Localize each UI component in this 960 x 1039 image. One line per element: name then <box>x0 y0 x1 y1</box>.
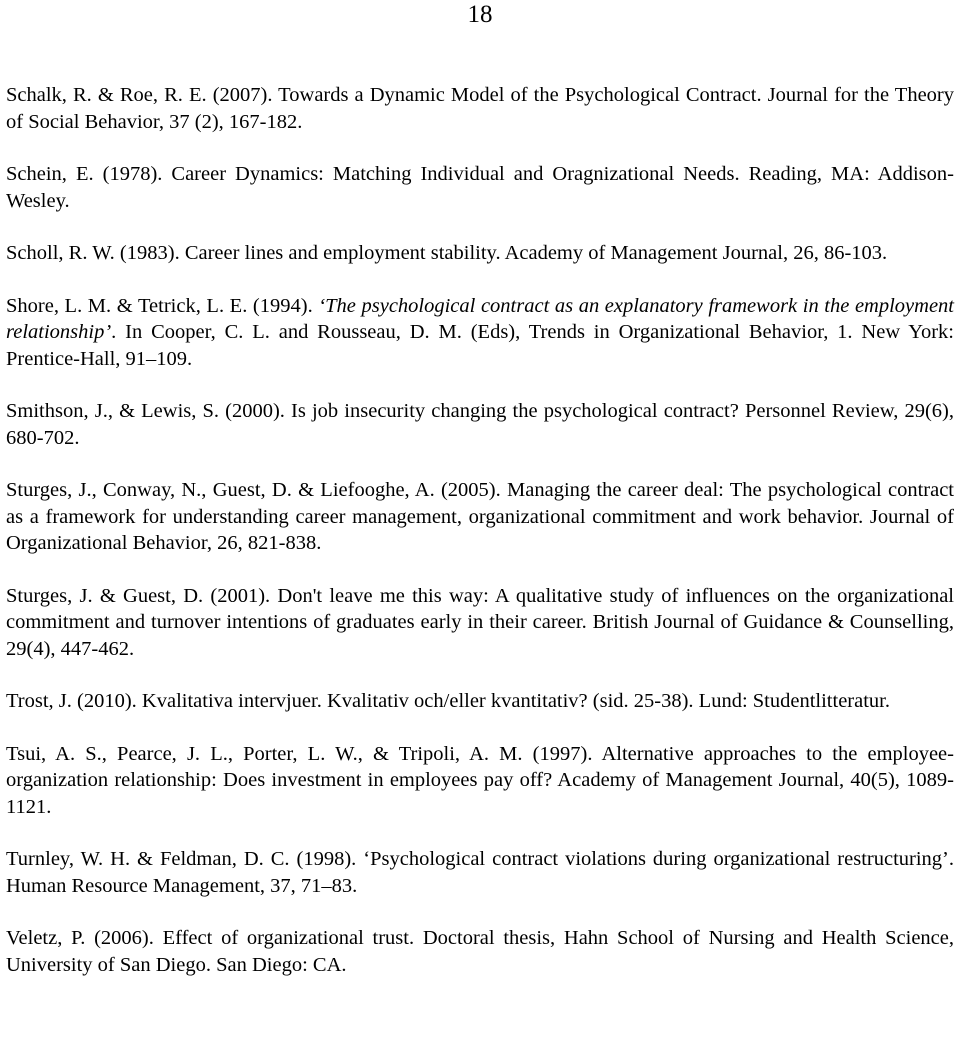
reference-text: Scholl, R. W. (1983). Career lines and employment stability. Academy of Management Journal, 26, 86-103. <box>6 242 888 264</box>
reference-entry <box>6 293 954 373</box>
reference-text: Tsui, A. S., Pearce, J. L., Porter, L. W., & Tripoli, A. M. (1997). Alternative approaches to the employee-organization relationship: Does investment in employees pay off? Academy of Management Journal, 40(5), 1089-1121. <box>6 742 954 818</box>
reference-text: Sturges, J. & Guest, D. (2001). Don't leave me this way: A qualitative study of influences on the organizational commitment and turnover intentions of graduates early in their career. British Journal of Guidance & Counselling, 29(4), 447-462. <box>6 584 954 660</box>
reference-entry <box>6 741 954 821</box>
reference-text: Sturges, J., Conway, N., Guest, D. & Liefooghe, A. (2005). Managing the career deal: The psychological contract as a framework for understanding career management, organizational commitment and work behavior. Journal of Organizational Behavior, 26, 821-838. <box>6 479 954 554</box>
reference-text: Turnley, W. H. & Feldman, D. C. (1998). ‘Psychological contract violations during organizational restructuring’. Human Resource Management, 37, 71–83. <box>6 848 954 897</box>
reference-text: Schein, E. (1978). Career Dynamics: Matching Individual and Oragnizational Needs. Reading, MA: Addison-Wesley. <box>6 163 954 212</box>
reference-text: Trost, J. (2010). Kvalitativa intervjuer. Kvalitativ och/eller kvantitativ? (sid. 25-38). Lund: Studentlitteratur. <box>6 690 890 712</box>
reference-entry <box>6 161 954 214</box>
reference-entry <box>6 688 954 715</box>
reference-entry <box>6 82 954 135</box>
reference-list <box>6 82 954 978</box>
reference-chapter-title: ‘The psychological contract as an explanatory framework in the employment relationship’ <box>6 294 954 343</box>
reference-entry <box>6 477 954 557</box>
reference-entry <box>6 240 954 267</box>
reference-text: Veletz, P. (2006). Effect of organizational trust. Doctoral thesis, Hahn School of Nursing and Health Science, University of San Diego. San Diego: CA. <box>6 927 954 976</box>
reference-entry <box>6 583 954 663</box>
reference-text: Smithson, J., & Lewis, S. (2000). Is job insecurity changing the psychological contract? Personnel Review, 29(6), 680-702. <box>6 400 954 449</box>
reference-entry <box>6 846 954 899</box>
reference-entry <box>6 398 954 451</box>
reference-text: Shore, L. M. & Tetrick, L. E. (1994). <box>6 294 319 317</box>
reference-text: . In Cooper, C. L. and Rousseau, D. M. (Eds), Trends in Organizational Behavior, 1. New York: Prentice-Hall, 91–109. <box>6 321 954 370</box>
reference-text: Schalk, R. & Roe, R. E. (2007). Towards a Dynamic Model of the Psychological Contract. Journal for the Theory of Social Behavior, 37 (2), 167-182. <box>6 84 954 133</box>
page-number: 18 <box>467 1 493 28</box>
reference-entry <box>6 925 954 978</box>
